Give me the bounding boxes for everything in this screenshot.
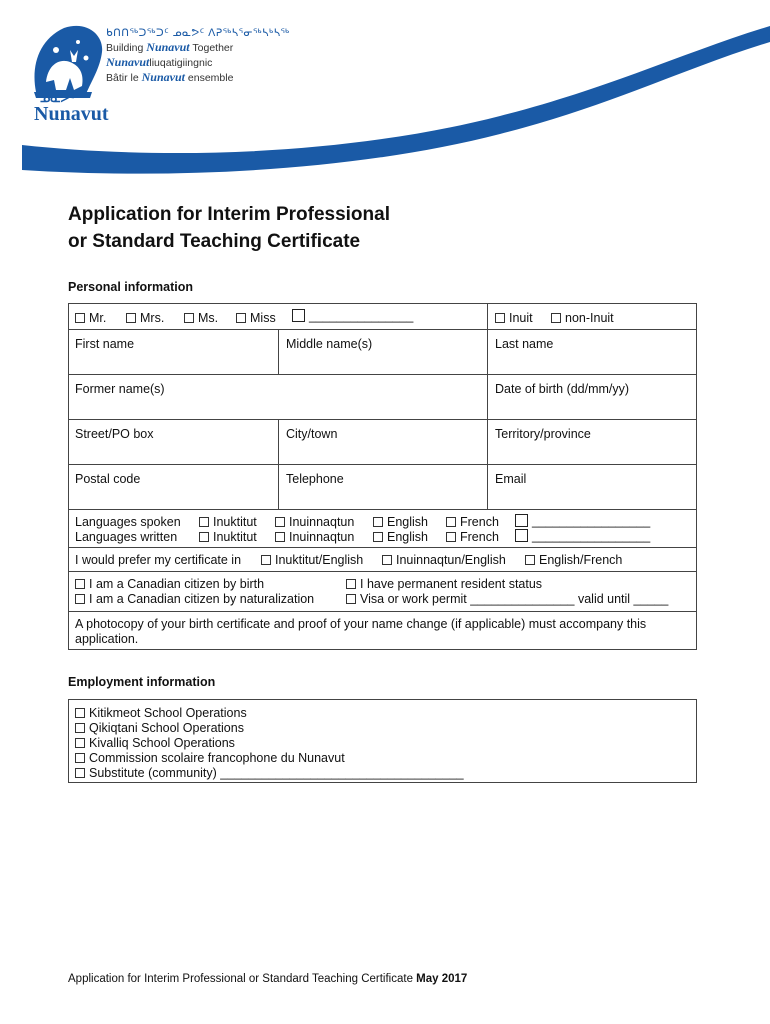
written-english-label: English	[387, 530, 428, 544]
middle-names-field[interactable]	[278, 330, 487, 374]
employment-kivalliq-option[interactable]	[75, 736, 235, 751]
city-field[interactable]	[278, 420, 487, 464]
written-french-label: French	[460, 530, 499, 544]
written-inuinnaqtun-label: Inuinnaqtun	[289, 530, 355, 544]
prefer-row	[69, 548, 696, 572]
employment-csfn-label: Commission scolaire francophone du Nunavut	[89, 751, 345, 765]
former-names-label: Former name(s)	[75, 382, 165, 396]
title-ms-label: Ms.	[198, 311, 219, 325]
personal-info-heading: Personal information	[68, 280, 194, 294]
checkbox-icon[interactable]	[184, 313, 194, 323]
written-inuktitut-option[interactable]	[199, 530, 257, 545]
spoken-french-label: French	[460, 515, 499, 529]
citizen-naturalization-option[interactable]	[75, 592, 314, 607]
tagline-french	[106, 70, 290, 85]
address-row	[69, 420, 696, 465]
postal-code-field[interactable]	[69, 465, 278, 509]
status-inuit-label: Inuit	[509, 311, 533, 325]
written-other-option[interactable]	[515, 529, 650, 544]
checkbox-icon[interactable]	[446, 517, 456, 527]
checkbox-icon[interactable]	[75, 738, 85, 748]
title-other-blank[interactable]: _______________	[309, 309, 414, 323]
first-name-label: First name	[75, 337, 135, 351]
tagline-liuqatigiingnic: liuqatigiingnic	[149, 57, 213, 69]
citizen-birth-label: I am a Canadian citizen by birth	[89, 577, 265, 591]
personal-info-table	[68, 303, 697, 650]
name-row	[69, 330, 696, 375]
title-ms-option[interactable]	[184, 311, 218, 326]
middle-names-label: Middle name(s)	[286, 337, 373, 351]
checkbox-icon[interactable]	[525, 555, 535, 565]
employment-kitikmeot-label: Kitikmeot School Operations	[89, 706, 247, 720]
spoken-other-option[interactable]	[515, 514, 650, 529]
checkbox-icon[interactable]	[75, 768, 85, 778]
contact-row	[69, 465, 696, 510]
tagline-english	[106, 40, 290, 55]
email-field[interactable]	[487, 465, 696, 509]
languages-spoken-label: Languages spoken	[75, 515, 181, 529]
status-cell	[487, 304, 696, 329]
tagline-nunavut-3: Nunavut	[141, 70, 185, 84]
tagline-ensemble: ensemble	[187, 72, 234, 84]
permanent-resident-label: I have permanent resident status	[360, 577, 543, 591]
checkbox-icon[interactable]	[75, 579, 85, 589]
citizen-birth-option[interactable]	[75, 577, 264, 592]
languages-written-label: Languages written	[75, 530, 178, 544]
employment-info-heading: Employment information	[68, 675, 216, 689]
checkbox-icon[interactable]	[373, 532, 383, 542]
territory-label: Territory/province	[495, 427, 591, 441]
tagline-building: Building	[106, 42, 144, 54]
footer-text: Application for Interim Professional or Standard Teaching Certificate	[68, 973, 413, 985]
title-mrs-option[interactable]	[126, 311, 164, 326]
checkbox-icon[interactable]	[551, 313, 561, 323]
last-name-label: Last name	[495, 337, 554, 351]
footer-date: May 2017	[416, 973, 468, 985]
telephone-field[interactable]	[278, 465, 487, 509]
spoken-english-option[interactable]	[373, 515, 428, 530]
wordmark-syllabics: ᓄᓇᕗᑦ	[40, 91, 75, 105]
visa-label: Visa or work permit _______________ valid until _____	[360, 592, 669, 606]
checkbox-icon[interactable]	[495, 313, 505, 323]
status-inuit-option[interactable]	[495, 311, 533, 326]
prefer-inuktitut-english-option[interactable]	[261, 553, 363, 568]
dob-field[interactable]	[487, 375, 696, 419]
employment-qikiqtani-option[interactable]	[75, 721, 244, 736]
prefer-inuinnaqtun-english-option[interactable]	[382, 553, 506, 568]
territory-field[interactable]	[487, 420, 696, 464]
citizen-naturalization-label: I am a Canadian citizen by naturalization	[89, 592, 315, 606]
email-label: Email	[495, 472, 527, 486]
spoken-inuinnaqtun-option[interactable]	[275, 515, 354, 530]
written-french-option[interactable]	[446, 530, 499, 545]
employment-kivalliq-label: Kivalliq School Operations	[89, 736, 235, 750]
employment-csfn-option[interactable]	[75, 751, 345, 766]
city-label: City/town	[286, 427, 338, 441]
checkbox-icon[interactable]	[382, 555, 392, 565]
former-names-field[interactable]	[69, 375, 487, 419]
prefer-inuktitut-english-label: Inuktitut/English	[275, 553, 364, 567]
page-title	[68, 201, 390, 255]
employment-info-box	[68, 699, 697, 783]
visa-option[interactable]	[346, 592, 668, 607]
postal-code-label: Postal code	[75, 472, 141, 486]
employment-substitute-label: Substitute (community) ___________________________________	[89, 766, 464, 780]
prefer-inuinnaqtun-english-label: Inuinnaqtun/English	[396, 553, 506, 567]
employment-substitute-option[interactable]	[75, 766, 464, 781]
tagline-inuinnaqtun	[106, 55, 290, 70]
checkbox-icon[interactable]	[275, 532, 285, 542]
wordmark-text: Nunavut	[34, 103, 109, 125]
last-name-field[interactable]	[487, 330, 696, 374]
checkbox-icon[interactable]	[199, 517, 209, 527]
written-other-blank[interactable]: _________________	[532, 529, 651, 543]
checkbox-icon[interactable]	[75, 313, 85, 323]
title-line-1: Application for Interim Professional	[68, 204, 390, 225]
checkbox-icon[interactable]	[515, 529, 528, 542]
checkbox-icon[interactable]	[292, 309, 305, 322]
prefer-english-french-option[interactable]	[525, 553, 622, 568]
tagline-together: Together	[192, 42, 234, 54]
tagline-nunavut-2: Nunavut	[106, 55, 150, 69]
title-mr-option[interactable]	[75, 311, 106, 326]
checkbox-icon[interactable]	[75, 594, 85, 604]
title-miss-label: Miss	[250, 311, 276, 325]
written-english-option[interactable]	[373, 530, 428, 545]
tagline-syllabics: ᑲᑎᑎᖅᑐᖅᑐᑦ ᓄᓇᕗᑦ ᐱᕈᖅᓴᕐᓂᖅᓴᒃᓴᖅ	[106, 27, 290, 39]
checkbox-icon[interactable]	[261, 555, 271, 565]
permanent-resident-option[interactable]	[346, 577, 542, 592]
spoken-english-label: English	[387, 515, 428, 529]
checkbox-icon[interactable]	[75, 753, 85, 763]
checkbox-icon[interactable]	[446, 532, 456, 542]
title-mr-label: Mr.	[89, 311, 107, 325]
street-label: Street/PO box	[75, 427, 154, 441]
written-inuinnaqtun-option[interactable]	[275, 530, 354, 545]
employment-kitikmeot-option[interactable]	[75, 706, 247, 721]
checkbox-icon[interactable]	[346, 579, 356, 589]
first-name-field[interactable]	[69, 330, 278, 374]
spoken-inuktitut-label: Inuktitut	[213, 515, 257, 529]
spoken-inuktitut-option[interactable]	[199, 515, 257, 530]
tagline-nunavut: Nunavut	[146, 40, 190, 54]
dob-label: Date of birth (dd/mm/yy)	[495, 382, 630, 396]
spoken-inuinnaqtun-label: Inuinnaqtun	[289, 515, 355, 529]
page-footer	[68, 973, 467, 985]
checkbox-icon[interactable]	[75, 723, 85, 733]
checkbox-icon[interactable]	[199, 532, 209, 542]
photocopy-note: A photocopy of your birth certificate and proof of your name change (if applicable) must accompany this application.	[75, 617, 647, 646]
spoken-other-blank[interactable]: _________________	[532, 514, 651, 528]
tagline-batir: Bâtir le	[106, 72, 139, 84]
languages-row	[69, 510, 696, 548]
checkbox-icon[interactable]	[346, 594, 356, 604]
checkbox-icon[interactable]	[373, 517, 383, 527]
former-name-row	[69, 375, 696, 420]
title-mrs-label: Mrs.	[140, 311, 165, 325]
status-non-inuit-label: non-Inuit	[565, 311, 614, 325]
telephone-label: Telephone	[286, 472, 344, 486]
nunavut-wordmark	[34, 92, 108, 124]
spoken-french-option[interactable]	[446, 515, 499, 530]
prefer-english-french-label: English/French	[539, 553, 623, 567]
letterhead	[0, 0, 770, 185]
title-miss-option[interactable]	[236, 311, 276, 326]
tagline	[106, 26, 290, 85]
checkbox-icon[interactable]	[75, 708, 85, 718]
checkbox-icon[interactable]	[236, 313, 246, 323]
written-inuktitut-label: Inuktitut	[213, 530, 257, 544]
prefer-label: I would prefer my certificate in	[75, 553, 242, 567]
title-options-cell	[69, 304, 487, 329]
citizenship-row	[69, 572, 696, 612]
title-line-2: or Standard Teaching Certificate	[68, 231, 361, 252]
title-row	[69, 304, 696, 330]
checkbox-icon[interactable]	[275, 517, 285, 527]
title-other-option[interactable]	[292, 309, 413, 324]
checkbox-icon[interactable]	[515, 514, 528, 527]
photocopy-note-row	[69, 612, 696, 650]
status-non-inuit-option[interactable]	[551, 311, 614, 326]
street-field[interactable]	[69, 420, 278, 464]
checkbox-icon[interactable]	[126, 313, 136, 323]
employment-qikiqtani-label: Qikiqtani School Operations	[89, 721, 244, 735]
